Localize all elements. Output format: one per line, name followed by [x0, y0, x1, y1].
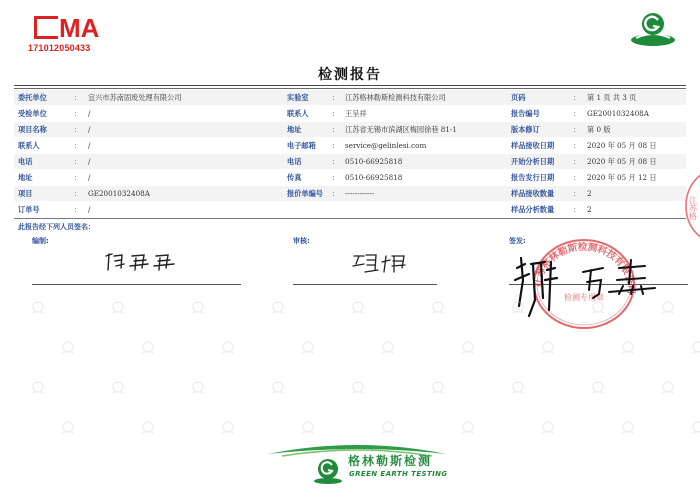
- field-colon: ：: [332, 141, 340, 150]
- watermark-logo-icon: [590, 380, 606, 396]
- field-label: 报价单编号: [287, 189, 323, 198]
- field-colon: ：: [74, 189, 82, 198]
- watermark-logo-icon: [660, 380, 676, 396]
- field-value: 第 0 版: [587, 125, 611, 134]
- field-value: 2: [587, 189, 592, 198]
- field-colon: ：: [573, 189, 581, 198]
- field-value: 2: [587, 205, 592, 214]
- reviewer-label: 审核:: [293, 237, 310, 245]
- field-colon: ：: [74, 93, 82, 102]
- watermark-logo-icon: [540, 420, 556, 436]
- field-label: 订单号: [18, 205, 40, 214]
- field-label: 传真: [287, 173, 302, 182]
- watermark-logo-icon: [140, 340, 156, 356]
- field-value: /: [88, 173, 91, 182]
- field-label: 样品接收数量: [511, 189, 555, 198]
- field-colon: ：: [573, 93, 581, 102]
- field-label: 报告编号: [511, 109, 540, 118]
- field-label: 项目名称: [18, 125, 47, 134]
- field-label: 实验室: [287, 93, 309, 102]
- footer-brand-en: GREEN EARTH TESTING: [349, 470, 448, 478]
- field-label: 委托单位: [18, 93, 47, 102]
- field-colon: ：: [74, 157, 82, 166]
- watermark-logo-icon: [30, 300, 46, 316]
- watermark-logo-icon: [660, 300, 676, 316]
- field-value: /: [88, 205, 91, 214]
- info-row: [0, 170, 700, 186]
- field-value: 0510-66925818: [345, 173, 403, 182]
- watermark-logo-icon: [190, 300, 206, 316]
- watermark-logo-icon: [350, 380, 366, 396]
- field-value: 0510-66925818: [345, 157, 403, 166]
- watermark-logo-icon: [590, 300, 606, 316]
- field-colon: ：: [573, 109, 581, 118]
- watermark-logo-icon: [110, 300, 126, 316]
- field-colon: ：: [74, 205, 82, 214]
- header-rule-thin: [14, 88, 686, 89]
- field-label: 地址: [18, 173, 33, 182]
- watermark-logo-icon: [460, 420, 476, 436]
- field-colon: ：: [573, 141, 581, 150]
- stamp-center-text: 检测专用章: [564, 293, 604, 302]
- watermark-logo-icon: [510, 300, 526, 316]
- field-label: 版本修订: [511, 125, 540, 134]
- report-title: 检测报告: [318, 67, 382, 83]
- watermark-logo-icon: [30, 380, 46, 396]
- watermark-logo-icon: [430, 380, 446, 396]
- cma-logo: [28, 10, 100, 44]
- watermark-logo-icon: [220, 340, 236, 356]
- field-label: 地址: [287, 125, 302, 134]
- field-value: /: [88, 157, 91, 166]
- signature-notice: 此报告经下列人员签名：: [18, 223, 95, 231]
- field-label: 受检单位: [18, 109, 47, 118]
- header-rule: [14, 85, 686, 86]
- field-label: 电子邮箱: [287, 141, 316, 150]
- field-value: 2020 年 05 月 08 日: [587, 157, 657, 166]
- watermark-logo-icon: [620, 340, 636, 356]
- field-colon: ：: [74, 141, 82, 150]
- watermark-logo-icon: [460, 340, 476, 356]
- field-colon: ：: [573, 205, 581, 214]
- field-value: /: [88, 141, 91, 150]
- field-colon: ：: [74, 109, 82, 118]
- info-row: [0, 106, 700, 122]
- edge-stamp-text: 江苏格: [688, 196, 698, 220]
- issuer-signature: [505, 250, 665, 322]
- watermark-logo-icon: [690, 340, 700, 356]
- watermark-logo-icon: [110, 380, 126, 396]
- reviewer-signature: [350, 248, 410, 278]
- ma-logo-text: MA: [59, 13, 100, 43]
- field-label: 电话: [18, 157, 33, 166]
- ma-certificate-number: 171012050433: [28, 43, 91, 53]
- watermark-logo-icon: [690, 420, 700, 436]
- field-value: 2020 年 05 月 08 日: [587, 141, 657, 150]
- watermark-logo-icon: [60, 420, 76, 436]
- watermark-logo-icon: [430, 300, 446, 316]
- watermark-logo-icon: [380, 340, 396, 356]
- table-bottom-rule: [14, 218, 686, 219]
- field-label: 电话: [287, 157, 302, 166]
- info-row: [0, 122, 700, 138]
- watermark-logo-icon: [620, 420, 636, 436]
- watermark-logo-icon: [220, 420, 236, 436]
- edge-stamp: [676, 166, 700, 246]
- field-colon: ：: [332, 109, 340, 118]
- field-colon: ：: [573, 157, 581, 166]
- field-label: 联系人: [287, 109, 309, 118]
- green-earth-logo: [628, 10, 678, 48]
- watermark-logo-icon: [190, 380, 206, 396]
- field-colon: ：: [74, 173, 82, 182]
- watermark-logo-icon: [300, 340, 316, 356]
- info-row: [0, 90, 700, 106]
- watermark-logo-icon: [60, 340, 76, 356]
- watermark-logo-icon: [270, 300, 286, 316]
- issuer-label: 签发:: [509, 237, 526, 245]
- info-row: [0, 138, 700, 154]
- field-label: 开始分析日期: [511, 157, 555, 166]
- compiler-label: 编制:: [32, 237, 49, 245]
- field-label: 样品接收日期: [511, 141, 555, 150]
- field-value: 2020 年 05 月 12 日: [587, 173, 657, 182]
- field-label: 联系人: [18, 141, 40, 150]
- field-value: service@gelinlesi.com: [345, 141, 427, 150]
- field-value: 江苏省无锡市滨湖区梅园徐巷 81-1: [345, 125, 457, 134]
- stamp-ring-text: 江苏格林勒斯检测科技有限公司: [531, 241, 637, 295]
- field-label: 报告发行日期: [511, 173, 555, 182]
- field-value: 宜兴市苏南固废处理有限公司: [88, 93, 182, 102]
- field-value: ------------: [345, 189, 375, 198]
- compiler-signature: [100, 246, 190, 276]
- field-colon: ：: [332, 173, 340, 182]
- field-colon: ：: [332, 189, 340, 198]
- field-value: /: [88, 125, 91, 134]
- field-value: 江苏格林勒斯检测科技有限公司: [345, 93, 446, 102]
- footer-brand-cn: 格林勒斯检测: [348, 454, 433, 468]
- field-label: 样品分析数量: [511, 205, 555, 214]
- watermark-logo-icon: [270, 380, 286, 396]
- watermark-logo-icon: [350, 300, 366, 316]
- info-row: [0, 186, 700, 202]
- info-row: [0, 154, 700, 170]
- watermark-logo-icon: [540, 340, 556, 356]
- field-colon: ：: [332, 157, 340, 166]
- field-colon: ：: [74, 125, 82, 134]
- field-colon: ：: [332, 125, 340, 134]
- field-value: 王呈祥: [345, 109, 367, 118]
- watermark-logo-icon: [300, 420, 316, 436]
- field-colon: ：: [573, 173, 581, 182]
- field-label: 页码: [511, 93, 526, 102]
- field-value: GE2001032408A: [587, 109, 649, 118]
- field-colon: ：: [573, 125, 581, 134]
- field-label: 项目: [18, 189, 33, 198]
- reviewer-signature-line: [293, 284, 437, 285]
- field-value: /: [88, 109, 91, 118]
- watermark-logo-icon: [380, 420, 396, 436]
- field-colon: ：: [332, 93, 340, 102]
- watermark-logo-icon: [140, 420, 156, 436]
- field-value: GE2001032408A: [88, 189, 150, 198]
- field-value: 第 1 页 共 3 页: [587, 93, 637, 102]
- info-row: [0, 202, 700, 218]
- compiler-signature-line: [32, 284, 241, 285]
- watermark-logo-icon: [510, 380, 526, 396]
